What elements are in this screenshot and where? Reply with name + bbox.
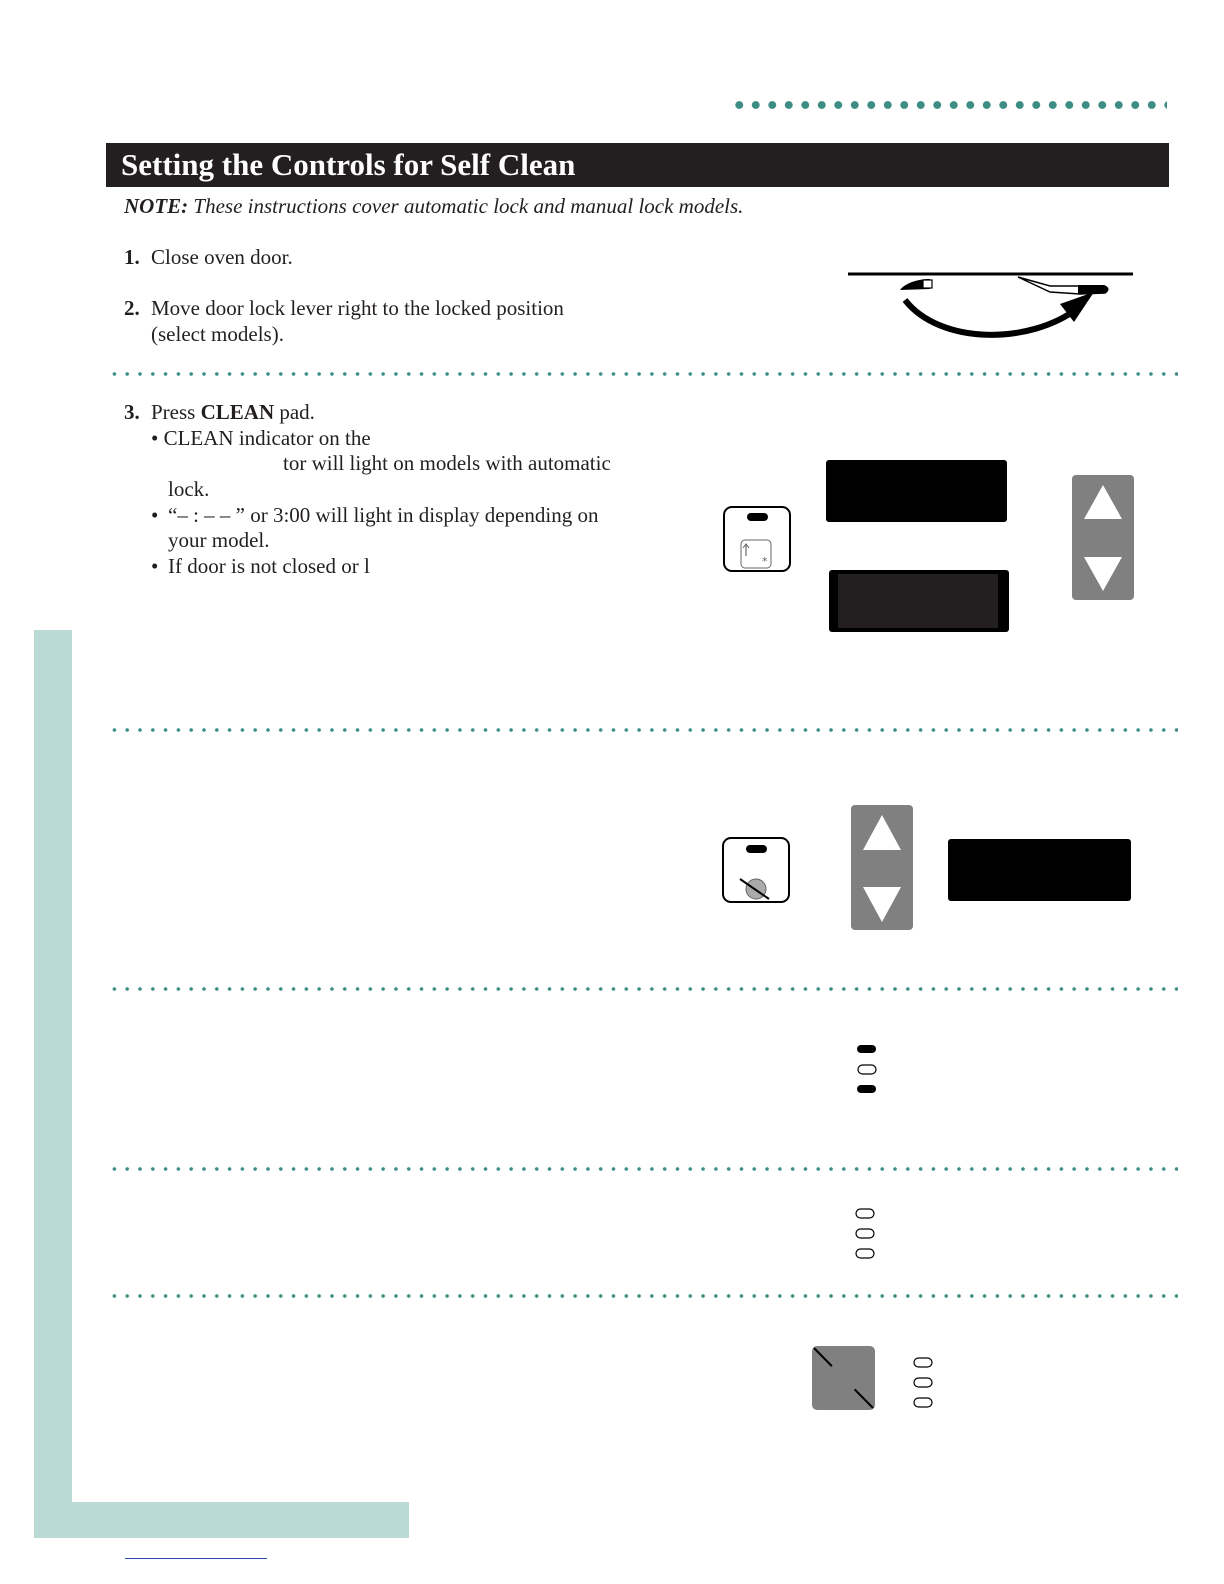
step-2-line1: Move door lock lever right to the locked position: [151, 296, 564, 320]
bullet-2-mark: •: [151, 503, 159, 527]
bullet-3-mark: •: [151, 554, 159, 578]
bullet-1-line2: tor will light on models with automatic: [283, 451, 611, 475]
step-1-text: Close oven door.: [151, 245, 293, 269]
section-title-banner: Setting the Controls for Self Clean: [106, 143, 1169, 187]
sidebar-accent-horizontal: [34, 1502, 409, 1538]
step-2-line2: (select models).: [151, 322, 284, 346]
bullet-2-line2: your model.: [168, 528, 270, 552]
clean-keyword: CLEAN: [200, 400, 275, 424]
step-3-after: pad.: [274, 400, 315, 424]
note-body: These instructions cover automatic lock and manual lock models.: [188, 194, 744, 218]
cancel-pad-icon[interactable]: [812, 1346, 875, 1410]
footer-rule: [125, 1558, 267, 1559]
note-label: NOTE:: [124, 194, 189, 218]
bullet-3-line1: If door is not closed or l: [168, 554, 370, 578]
bullet-2-line1: “– : – – ” or 3:00 will light in display depending on: [168, 503, 599, 527]
bullet-1-line3: lock.: [168, 477, 210, 501]
step-1-number: 1.: [124, 245, 140, 269]
step-2-number: 2.: [124, 296, 140, 320]
sidebar-accent-vertical: [34, 630, 72, 1538]
bullet-1-line1: • CLEAN indicator on the: [151, 426, 371, 450]
svg-text:*: *: [762, 555, 768, 568]
step-3-press: Press: [151, 400, 201, 424]
step-3-number: 3.: [124, 400, 140, 424]
